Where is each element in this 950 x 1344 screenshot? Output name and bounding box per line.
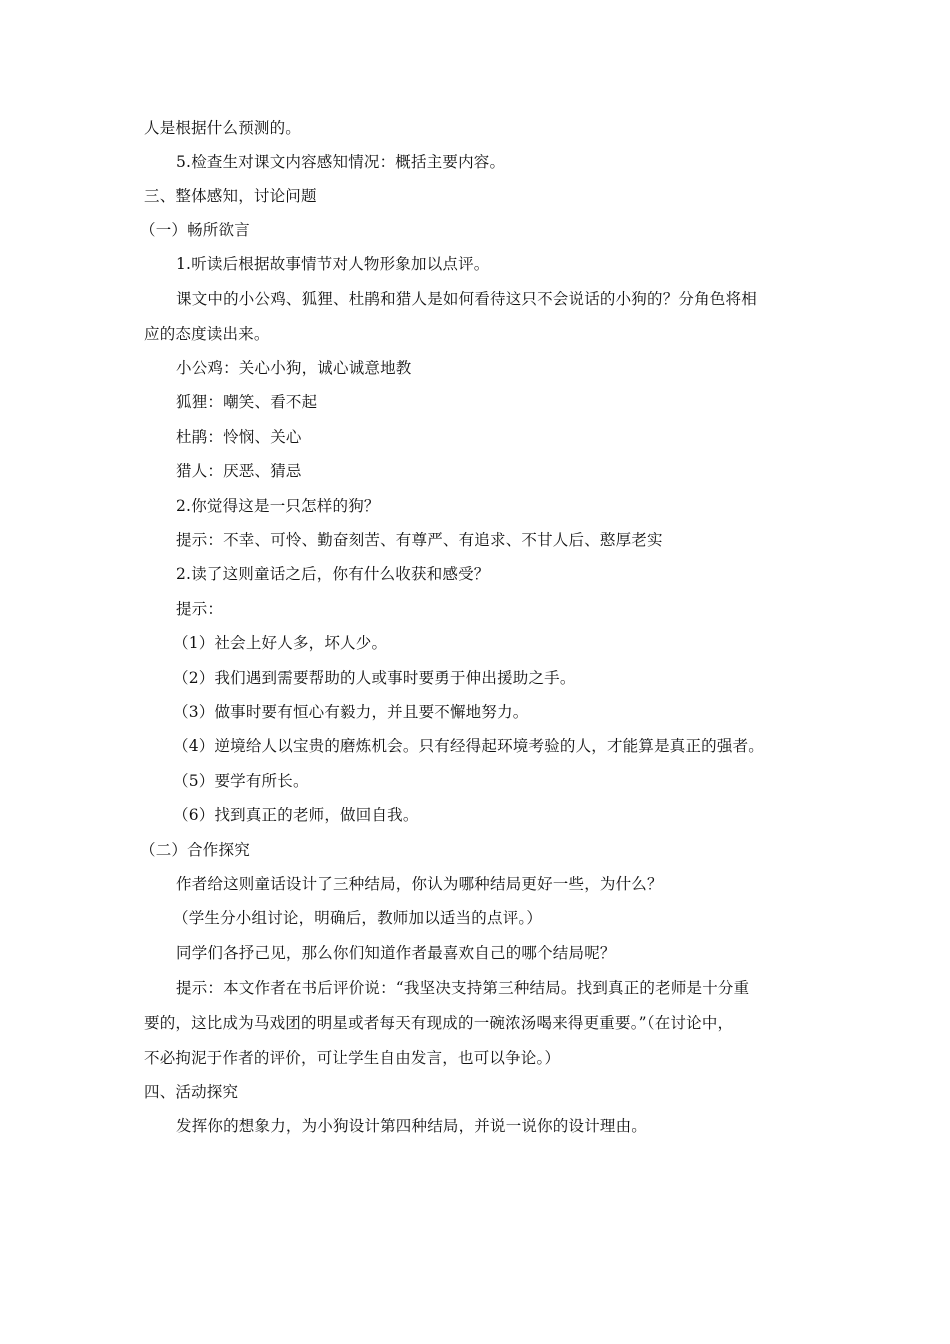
text-line: 提示：不幸、可怜、勤奋刻苦、有尊严、有追求、不甘人后、憨厚老实 bbox=[176, 531, 663, 549]
text-line: 同学们各抒己见，那么你们知道作者最喜欢自己的哪个结局呢？ bbox=[176, 944, 616, 962]
text-line: 提示：本文作者在书后评价说：“我坚决支持第三种结局。找到真正的老师是十分重 bbox=[176, 979, 750, 997]
text-line: 课文中的小公鸡、狐狸、杜鹃和猎人是如何看待这只不会说话的小狗的？分角色将相 bbox=[176, 290, 757, 308]
text-line: 小公鸡：关心小狗，诚心诚意地教 bbox=[176, 359, 412, 377]
subsection-heading: （二）合作探究 bbox=[140, 841, 250, 859]
text-line: 提示： bbox=[176, 600, 224, 618]
text-line: 猎人：厌恶、猜忌 bbox=[176, 462, 302, 480]
text-line: 应的态度读出来。 bbox=[144, 325, 270, 343]
text-line: 杜鹃：怜悯、关心 bbox=[176, 428, 302, 446]
list-item: （2）我们遇到需要帮助的人或事时要勇于伸出援助之手。 bbox=[173, 669, 576, 687]
text-line: 1.听读后根据故事情节对人物形象加以点评。 bbox=[176, 255, 490, 273]
text-line: 人是根据什么预测的。 bbox=[144, 119, 302, 137]
subsection-heading: （一）畅所欲言 bbox=[140, 221, 250, 239]
text-line: 要的，这比成为马戏团的明星或者每天有现成的一碗浓汤喝来得更重要。”（在讨论中， bbox=[144, 1014, 734, 1032]
text-line: 不必拘泥于作者的评价，可让学生自由发言，也可以争论。） bbox=[144, 1049, 561, 1067]
text-line: 发挥你的想象力，为小狗设计第四种结局，并说一说你的设计理由。 bbox=[176, 1117, 648, 1135]
list-item: （1）社会上好人多，坏人少。 bbox=[173, 634, 388, 652]
text-line: 5.检查生对课文内容感知情况：概括主要内容。 bbox=[176, 153, 506, 171]
list-item: （5）要学有所长。 bbox=[173, 772, 309, 790]
text-line: 作者给这则童话设计了三种结局，你认为哪种结局更好一些，为什么？ bbox=[176, 875, 663, 893]
list-item: （3）做事时要有恒心有毅力，并且要不懈地努力。 bbox=[173, 703, 529, 721]
text-line: （学生分小组讨论，明确后，教师加以适当的点评。） bbox=[173, 909, 543, 927]
section-heading: 四、活动探究 bbox=[144, 1083, 239, 1101]
text-line: 2.你觉得这是一只怎样的狗？ bbox=[176, 497, 380, 515]
section-heading: 三、整体感知，讨论问题 bbox=[144, 187, 317, 205]
text-line: 2.读了这则童话之后，你有什么收获和感受？ bbox=[176, 565, 490, 583]
text-line: 狐狸：嘲笑、看不起 bbox=[176, 393, 318, 411]
list-item: （4）逆境给人以宝贵的磨炼机会。只有经得起环境考验的人，才能算是真正的强者。 bbox=[173, 737, 764, 755]
list-item: （6）找到真正的老师，做回自我。 bbox=[173, 806, 419, 824]
